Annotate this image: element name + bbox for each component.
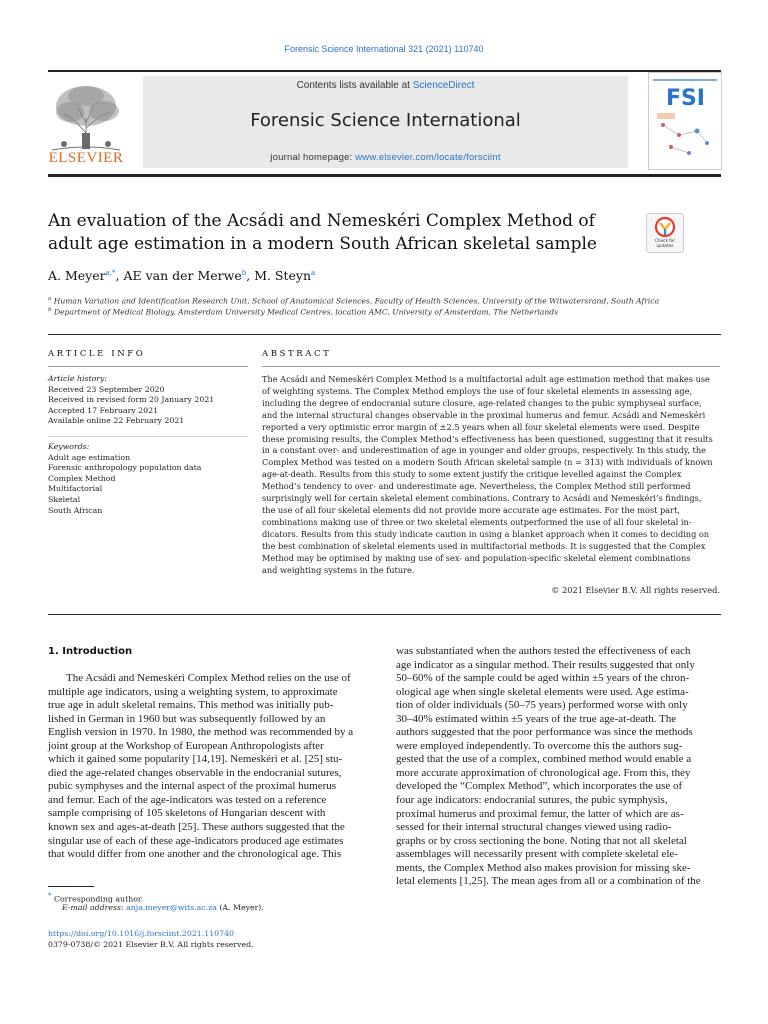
article-info-rule xyxy=(48,366,248,367)
body-line: joint group at the Workshop of European Anthropologists after xyxy=(48,739,324,752)
abstract-bottom-rule xyxy=(48,614,721,615)
top-rule xyxy=(48,70,721,72)
keywords-block xyxy=(48,442,248,516)
introduction-heading: 1. Introduction xyxy=(48,646,133,657)
author-list xyxy=(48,268,648,283)
keyword-item: Multifactorial xyxy=(48,484,103,494)
intro-right-column xyxy=(396,645,721,889)
issn-line: 0379-0738/© 2021 Elsevier B.V. All rights reserved. xyxy=(48,940,254,949)
email-label: E-mail address: xyxy=(62,903,127,912)
doi-line xyxy=(48,929,368,938)
history-online: Available online 22 February 2021 xyxy=(48,416,185,426)
homepage-prefix: journal homepage: xyxy=(270,152,356,163)
journal-cover[interactable] xyxy=(648,72,722,170)
history-revised: Received in revised form 20 January 2021 xyxy=(48,395,215,405)
body-line: 30–40% estimated within ±5 years of the true age-at-death. The xyxy=(396,712,677,725)
article-history xyxy=(48,374,248,427)
abstract-line: combinations making use of three or two skeletal elements outperformed the use of all four skeletal in- xyxy=(262,516,692,527)
keyword-item: Skeletal xyxy=(48,494,81,504)
affiliation-b-text: Department of Medical Biology, Amsterdam University Medical Centres, location AMC, University of Amsterdam, The Netherlands xyxy=(53,307,559,317)
abstract-line: age-at-death. Results from this study to some extent justify the critique levelled against the Complex xyxy=(262,469,682,480)
keyword-item: Adult age estimation xyxy=(48,452,131,462)
abstract-line: these promising results, the Complex Method’s effectiveness has been questioned, suggesting that it results xyxy=(262,433,713,444)
asterisk-icon: * xyxy=(48,892,52,900)
body-line: were employed independently. To overcome this the authors sug- xyxy=(396,739,683,752)
body-line: that would differ from one another and the chronological age. This xyxy=(48,848,342,861)
body-line: The Acsádi and Nemeskéri Complex Method relies on the use of xyxy=(66,672,351,684)
keywords-rule xyxy=(48,436,248,437)
body-line: ments, the Complex Method also makes provision for missing ske- xyxy=(396,861,691,874)
affiliation-b-mark: b xyxy=(48,307,52,313)
body-line: which it gained some popularity [14,19]. Nemeskéri et al. [25] stu- xyxy=(48,753,343,766)
author-separator: , xyxy=(115,268,124,283)
email-note xyxy=(62,903,382,912)
section-rule xyxy=(48,334,721,335)
author-3[interactable]: M. Steyn xyxy=(254,268,312,283)
body-line: sample comprising of 105 skeletons of Hungarian descent with xyxy=(48,807,326,820)
cover-logo-text: FSI xyxy=(665,86,705,111)
affiliation-b xyxy=(48,307,721,317)
body-line: known sex and ages-at-death [25]. These authors suggested that the xyxy=(48,821,345,834)
contents-line xyxy=(143,80,628,91)
corresponding-label: Corresponding author. xyxy=(53,894,144,904)
homepage-link[interactable]: www.elsevier.com/locate/forsciint xyxy=(355,152,501,163)
body-line: sessed for their internal structural changes viewed using radio- xyxy=(396,821,672,834)
author-2[interactable]: AE van der Merwe xyxy=(123,268,242,283)
affiliation-a-mark: a xyxy=(48,296,52,302)
body-line: singular use of each of these age-indicators produced age estimates xyxy=(48,834,344,847)
email-suffix: (A. Meyer). xyxy=(216,903,264,912)
body-line: four age indicators: endocranial sutures, the pubic symphysis, xyxy=(396,794,668,807)
homepage-line xyxy=(143,152,628,163)
affiliation-a xyxy=(48,296,721,306)
abstract-copyright: © 2021 Elsevier B.V. All rights reserved. xyxy=(551,585,720,595)
abstract-line: dicators. Results from this study indicate caution in using a blanket approach when it comes to deciding on xyxy=(262,528,710,539)
body-line: letal elements [1,25]. The mean ages from all or a combination of the xyxy=(396,875,701,888)
abstract-line: of weighting systems. The Complex Method employs the use of four skeletal elements in assessing age, xyxy=(262,385,693,396)
body-line: ological age when single skeletal elements were used. Age estima- xyxy=(396,685,689,698)
corresponding-author-note xyxy=(48,892,368,904)
body-line: authors suggested that the poor performance was since the methods xyxy=(396,726,693,739)
abstract-line: Method may be optimised by making use of sex- and population-specific skeletal element combinations xyxy=(262,552,691,563)
journal-citation[interactable]: Forensic Science International 321 (2021) 110740 xyxy=(284,44,484,54)
author-1-marks[interactable]: a,* xyxy=(105,268,116,277)
body-line: more accurate approximation of chronological age. From this, they xyxy=(396,766,691,779)
keyword-item: Forensic anthropology population data xyxy=(48,463,202,473)
journal-title: Forensic Science International xyxy=(250,110,521,131)
check-for-updates-icon[interactable] xyxy=(646,213,684,253)
body-line: gested that the use of a complex, combined method would enable a xyxy=(396,753,692,766)
body-line: developed the “Complex Method”, which incorporates the use of xyxy=(396,780,683,793)
abstract-line: the best combination of skeletal elements used in multifactorial methods. It is suggested that the Complex xyxy=(262,540,706,551)
body-line: assemblages will necessarily present with complete skeletal ele- xyxy=(396,848,678,861)
body-line: died the age-related changes observable in the endocranial sutures, xyxy=(48,766,342,779)
abstract-heading: ABSTRACT xyxy=(262,349,332,359)
article-info-heading: ARTICLE INFO xyxy=(48,349,146,359)
keywords-label: Keywords: xyxy=(48,442,90,451)
affiliation-a-text: Human Variation and Identification Research Unit, School of Anatomical Sciences, Faculty of Health Sciences, University of the Witwatersrand, South Africa xyxy=(53,296,660,306)
footnote-rule xyxy=(48,886,94,887)
journal-cover-image xyxy=(649,73,721,169)
abstract-text xyxy=(262,374,720,576)
abstract-line: reported a very optimistic error margin of ±2.5 years when all four skeletal elements were used. Despite xyxy=(262,421,700,432)
body-line: 50–60% of the sample could be aged within ±5 years of the chron- xyxy=(396,672,690,685)
body-line: multiple age indicators, using a weighting system, to approximate xyxy=(48,685,338,698)
body-line: true age in adult skeletal remains. This method was initially pub- xyxy=(48,699,334,712)
abstract-line: including the degree of endocranial suture closure, age-related changes to the pubic symphyseal surface, xyxy=(262,397,702,408)
email-link[interactable]: anja.meyer@wits.ac.za xyxy=(126,903,217,912)
keyword-item: Complex Method xyxy=(48,473,116,483)
history-received: Received 23 September 2020 xyxy=(48,384,165,394)
abstract-line: Complex Method was tested on a modern South African skeletal sample (n = 313) with individuals of known xyxy=(262,457,713,468)
history-label: Article history: xyxy=(48,374,108,383)
abstract-line: Method’s tendency to over- and underestimate age. Nevertheless, the Complex Method still performed xyxy=(262,481,691,492)
abstract-line: and weighting systems in the future. xyxy=(262,564,415,575)
body-line: age indicator as a singular method. Their results suggested that only xyxy=(396,658,695,671)
body-line: proximal humerus and proximal femur, the latter of which are as- xyxy=(396,807,684,820)
author-2-marks[interactable]: b xyxy=(241,268,247,277)
body-line: tion of older individuals (50–75 years) performed worse with only xyxy=(396,699,688,712)
author-1[interactable]: A. Meyer xyxy=(48,268,106,283)
body-line: pubic symphyses and the internal aspect of the proximal humerus xyxy=(48,780,337,793)
paper-title: An evaluation of the Acsádi and Nemeskéri Complex Method of adult age estimation in a modern South African skeletal sample xyxy=(48,211,597,254)
abstract-line: surprisingly well for certain skeletal element combinations. Contrary to Acsádi and Nemeskéri’s findings, xyxy=(262,493,702,504)
check-for-updates-label: Check for updates xyxy=(655,238,675,248)
body-line: was substantiated when the authors tested the effectiveness of each xyxy=(396,645,691,657)
abstract-line: The Acsádi and Nemeskéri Complex Method is a multifactorial adult age estimation method that makes use xyxy=(262,374,710,384)
body-line: lished in German in 1960 but was subsequently followed by an xyxy=(48,712,326,725)
abstract-rule xyxy=(262,366,720,367)
history-accepted: Accepted 17 February 2021 xyxy=(48,405,159,415)
abstract-line: and the internal structural changes observable in the proximal humerus and femur. Acsádi and Nemeskéri xyxy=(262,409,706,420)
body-line: graphs or by cross sectioning the bone. Noting that not all skeletal xyxy=(396,834,687,847)
author-separator: , xyxy=(246,268,255,283)
doi-link[interactable]: https://doi.org/10.1016/j.forsciint.2021.110740 xyxy=(48,929,235,938)
body-line: and femur. Each of the age-indicators was tested on a reference xyxy=(48,793,327,806)
sciencedirect-link[interactable]: ScienceDirect xyxy=(412,80,475,91)
abstract-line: the use of all four skeletal elements did not provide more accurate age estimates. For the most part, xyxy=(262,504,680,515)
body-line: English version in 1970. In 1980, the method was recommended by a xyxy=(48,726,354,739)
contents-prefix: Contents lists available at xyxy=(296,80,413,91)
elsevier-wordmark[interactable]: ELSEVIER xyxy=(48,150,124,166)
keyword-item: South African xyxy=(48,505,103,515)
author-3-marks[interactable]: a xyxy=(311,268,316,277)
masthead-rule xyxy=(48,174,721,177)
intro-left-column xyxy=(48,672,373,862)
abstract-line: in a constant over- and underestimation of age in younger and older groups, respectively. In this study, the xyxy=(262,445,706,456)
